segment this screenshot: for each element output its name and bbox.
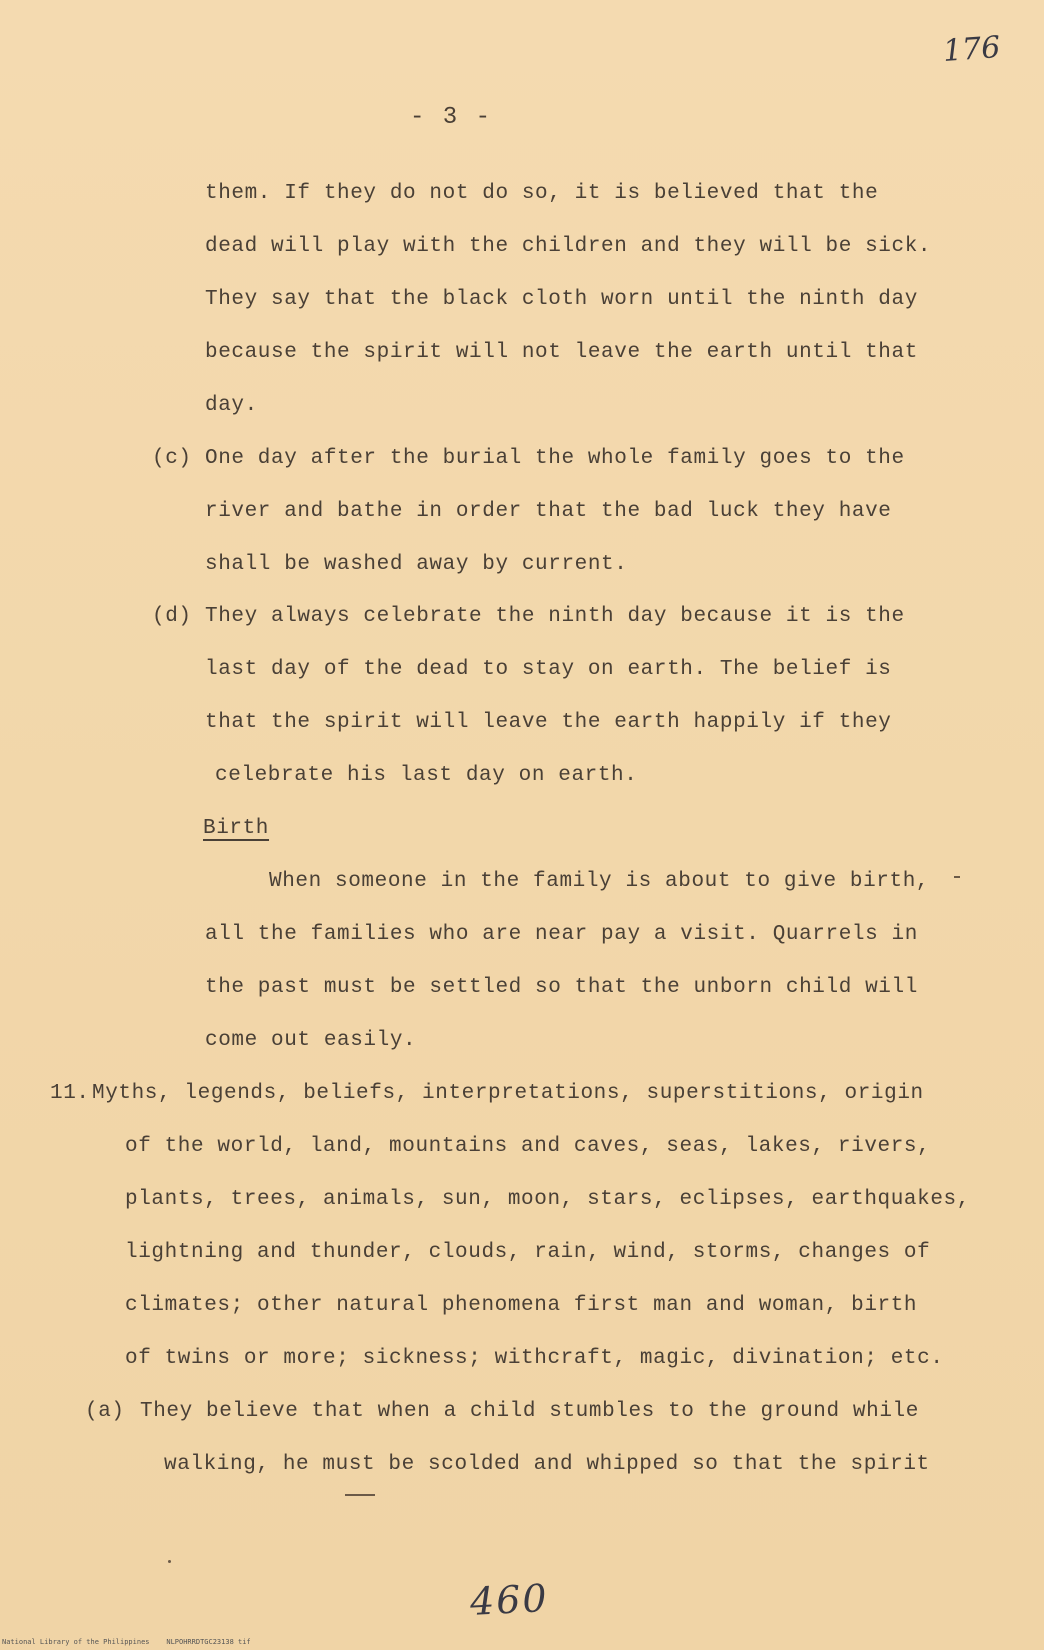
text-line: dead will play with the children and they will be sick.	[205, 235, 932, 258]
text-line: They say that the black cloth worn until the ninth day	[205, 288, 918, 311]
text-line: come out easily.	[205, 1029, 417, 1052]
text-line: lightning and thunder, clouds, rain, wind, storms, changes of	[125, 1241, 931, 1264]
text-line: Myths, legends, beliefs, interpretations, superstitions, origin	[92, 1082, 924, 1105]
folio-number-bottom: 460	[468, 1575, 550, 1625]
scan-footer: National Library of the Philippines NLPOHRRDTGC23138 tif	[2, 1638, 251, 1646]
section-heading-birth: Birth	[203, 817, 270, 840]
text-line: celebrate his last day on earth.	[215, 764, 638, 787]
section-number-11: 11.	[50, 1082, 90, 1105]
text-line: of the world, land, mountains and caves, seas, lakes, rivers,	[125, 1135, 931, 1158]
item-label-c: (c)	[152, 447, 192, 470]
text-line: of twins or more; sickness; withcraft, magic, divination; etc.	[125, 1347, 944, 1370]
item-label-d: (d)	[152, 605, 192, 628]
text-line: them. If they do not do so, it is believed that the	[205, 182, 879, 205]
text-line: plants, trees, animals, sun, moon, stars, eclipses, earthquakes,	[125, 1188, 970, 1211]
text-line: all the families who are near pay a visit. Quarrels in	[205, 923, 918, 946]
text-line: because the spirit will not leave the earth until that	[205, 341, 918, 364]
text-line: walking, he must be scolded and whipped so that the spirit	[164, 1453, 930, 1476]
ink-dot	[168, 1560, 171, 1563]
item-label-a: (a)	[85, 1400, 125, 1423]
text-line: river and bathe in order that the bad luck they have	[205, 500, 892, 523]
underline-mark	[345, 1494, 375, 1496]
text-line: shall be washed away by current.	[205, 553, 628, 576]
text-line: that the spirit will leave the earth happily if they	[205, 711, 892, 734]
text-line: day.	[205, 394, 258, 417]
ink-dash	[954, 876, 960, 878]
text-line: last day of the dead to stay on earth. The belief is	[205, 658, 892, 681]
text-line: climates; other natural phenomena first man and woman, birth	[125, 1294, 918, 1317]
text-line: They always celebrate the ninth day because it is the	[205, 605, 905, 628]
text-line: the past must be settled so that the unborn child will	[205, 976, 918, 999]
page-number: - 3 -	[410, 104, 493, 131]
text-line: They believe that when a child stumbles to the ground while	[140, 1400, 919, 1423]
text-line: One day after the burial the whole family goes to the	[205, 447, 905, 470]
text-line: When someone in the family is about to give birth,	[269, 870, 930, 893]
folio-number-top: 176	[941, 30, 1002, 69]
